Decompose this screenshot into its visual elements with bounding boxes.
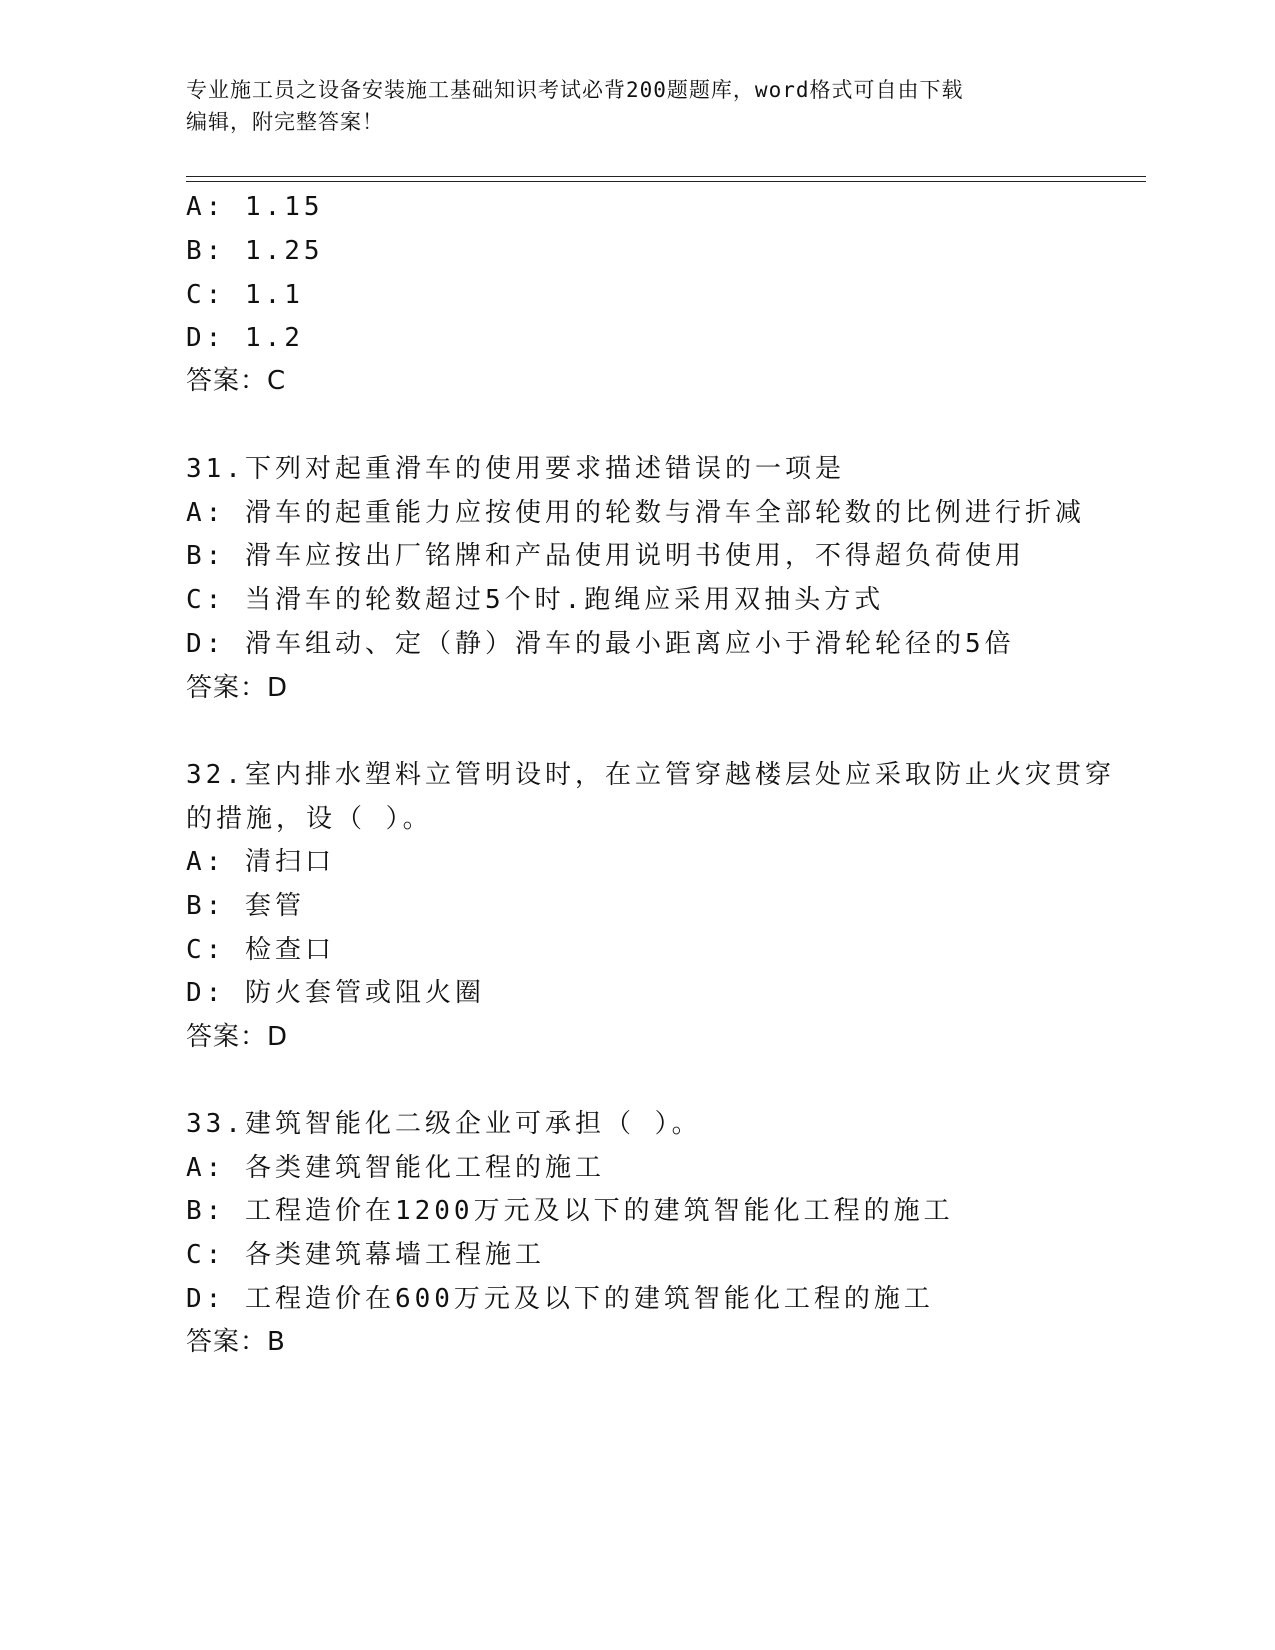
q30-option-c: C: 1.1 [186,280,304,310]
q33-option-d: D: 工程造价在600万元及以下的建筑智能化工程的施工 [186,1284,934,1314]
q32-option-d: D: 防火套管或阻火圈 [186,978,485,1008]
q32-option-b: B: 套管 [186,891,305,921]
q31-option-d: D: 滑车组动、定（静）滑车的最小距离应小于滑轮轮径的5倍 [186,629,1015,659]
q32-answer: 答案：D [186,1022,289,1052]
q31-option-c: C: 当滑车的轮数超过5个时.跑绳应采用双抽头方式 [186,585,885,615]
header-line-1: 专业施工员之设备安装施工基础知识考试必背200题题库，word格式可自由下载 [186,78,964,102]
q32-stem-line-2: 的措施，设（ ）。 [186,804,433,834]
document-header [186,74,1086,138]
q33-option-b: B: 工程造价在1200万元及以下的建筑智能化工程的施工 [186,1196,954,1226]
q33-option-a: A: 各类建筑智能化工程的施工 [186,1153,605,1183]
q33-option-c: C: 各类建筑幕墙工程施工 [186,1240,545,1270]
header-line-2: 编辑，附完整答案！ [186,110,384,134]
q32-option-a: A: 清扫口 [186,847,335,877]
q30-answer: 答案：C [186,366,287,396]
header-divider-bottom [186,181,1146,182]
q33-stem: 33.建筑智能化二级企业可承担（ ）。 [186,1109,702,1139]
header-divider-top [186,176,1146,177]
q30-option-b: B: 1.25 [186,236,324,266]
q30-option-d: D: 1.2 [186,323,304,353]
q31-stem: 31.下列对起重滑车的使用要求描述错误的一项是 [186,454,845,484]
q33-answer: 答案：B [186,1327,286,1357]
q32-stem-line-1: 32.室内排水塑料立管明设时，在立管穿越楼层处应采取防止火灾贯穿 [186,760,1115,790]
q30-option-a: A: 1.15 [186,192,324,222]
q32-option-c: C: 检查口 [186,935,335,965]
q31-option-a: A: 滑车的起重能力应按使用的轮数与滑车全部轮数的比例进行折减 [186,498,1085,528]
q31-answer: 答案：D [186,673,289,703]
q31-option-b: B: 滑车应按出厂铭牌和产品使用说明书使用，不得超负荷使用 [186,541,1025,571]
